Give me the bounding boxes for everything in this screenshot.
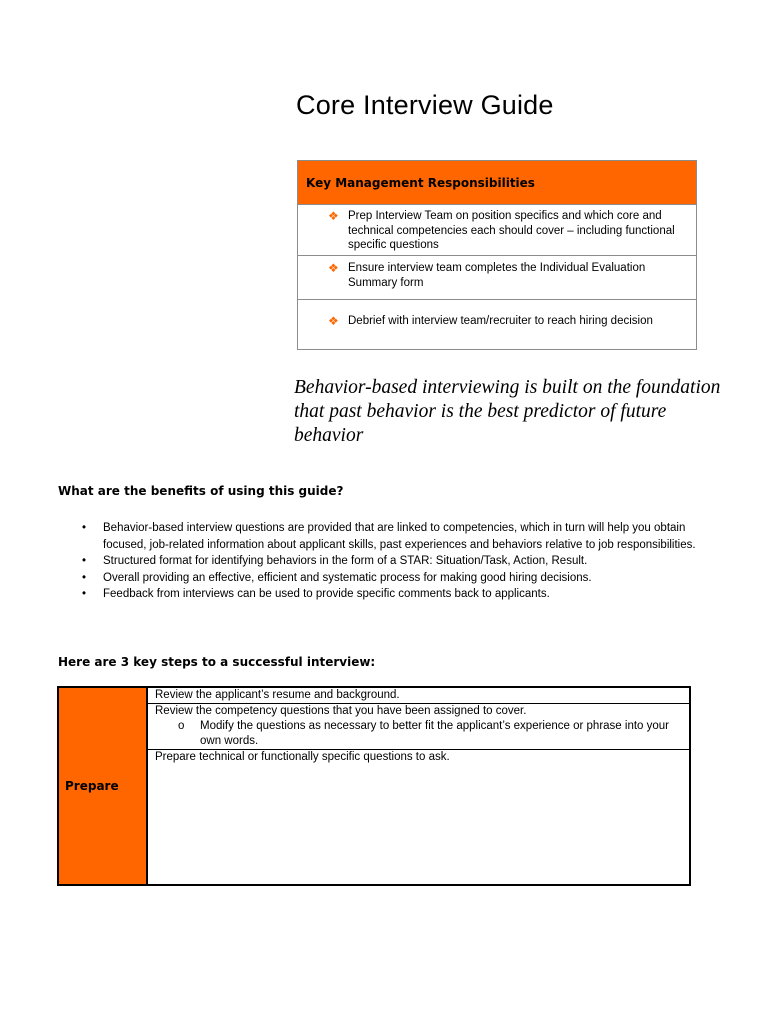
prepare-sub-item-text: Modify the questions as necessary to better fit the applicant’s experience or phrase into your own words. xyxy=(200,720,669,747)
responsibilities-header: Key Management Responsibilities xyxy=(298,161,696,205)
dot-bullet-icon: • xyxy=(82,588,87,600)
dot-bullet-icon: • xyxy=(82,555,87,567)
responsibility-item xyxy=(298,300,696,349)
benefits-heading: What are the benefits of using this guide? xyxy=(58,484,344,498)
behavior-quote: Behavior-based interviewing is built on the foundation that past behavior is the best predictor of future behavior xyxy=(294,377,721,446)
responsibilities-table xyxy=(297,160,697,350)
benefit-text: Overall providing an effective, efficient and systematic process for making good hiring decisions. xyxy=(103,571,592,584)
responsibility-text: Debrief with interview team/recruiter to reach hiring decision xyxy=(348,315,653,327)
responsibility-item xyxy=(298,205,696,256)
benefit-text: Structured format for identifying behaviors in the form of a STAR: Situation/Task, Action, Result. xyxy=(103,555,588,567)
page-title: Core Interview Guide xyxy=(296,90,554,120)
prepare-item: Review the applicant’s resume and background. xyxy=(148,688,689,704)
list-item xyxy=(60,586,710,603)
diamond-bullet-icon: ❖ xyxy=(328,209,339,223)
prepare-item-text: Review the competency questions that you have been assigned to cover. xyxy=(155,705,527,717)
responsibility-text: Prep Interview Team on position specifics and which core and technical competencies each should cover – including functional specific questions xyxy=(348,210,675,251)
list-item xyxy=(60,553,710,570)
responsibility-text: Ensure interview team completes the Individual Evaluation Summary form xyxy=(348,262,646,289)
circle-bullet-icon: o xyxy=(178,720,185,732)
responsibility-item xyxy=(298,256,696,300)
list-item xyxy=(60,520,710,553)
diamond-bullet-icon: ❖ xyxy=(328,314,339,328)
prepare-item xyxy=(148,704,689,750)
steps-table xyxy=(57,686,691,886)
steps-heading: Here are 3 key steps to a successful interview: xyxy=(58,655,376,669)
step-label-prepare: Prepare xyxy=(59,688,148,884)
prepare-sub-item xyxy=(155,719,689,749)
step-body-prepare xyxy=(148,688,689,884)
prepare-item: Prepare technical or functionally specific questions to ask. xyxy=(155,751,450,763)
dot-bullet-icon: • xyxy=(82,522,87,534)
benefits-list xyxy=(60,520,710,603)
benefit-text: Feedback from interviews can be used to provide specific comments back to applicants. xyxy=(103,588,550,600)
dot-bullet-icon: • xyxy=(82,571,87,584)
diamond-bullet-icon: ❖ xyxy=(328,261,339,275)
benefit-text: Behavior-based interview questions are provided that are linked to competencies, which in turn will help you obtain focused, job-related information about applicant skills, past experiences and behaviors relative to job responsibilities. xyxy=(103,522,696,551)
list-item xyxy=(60,570,710,587)
